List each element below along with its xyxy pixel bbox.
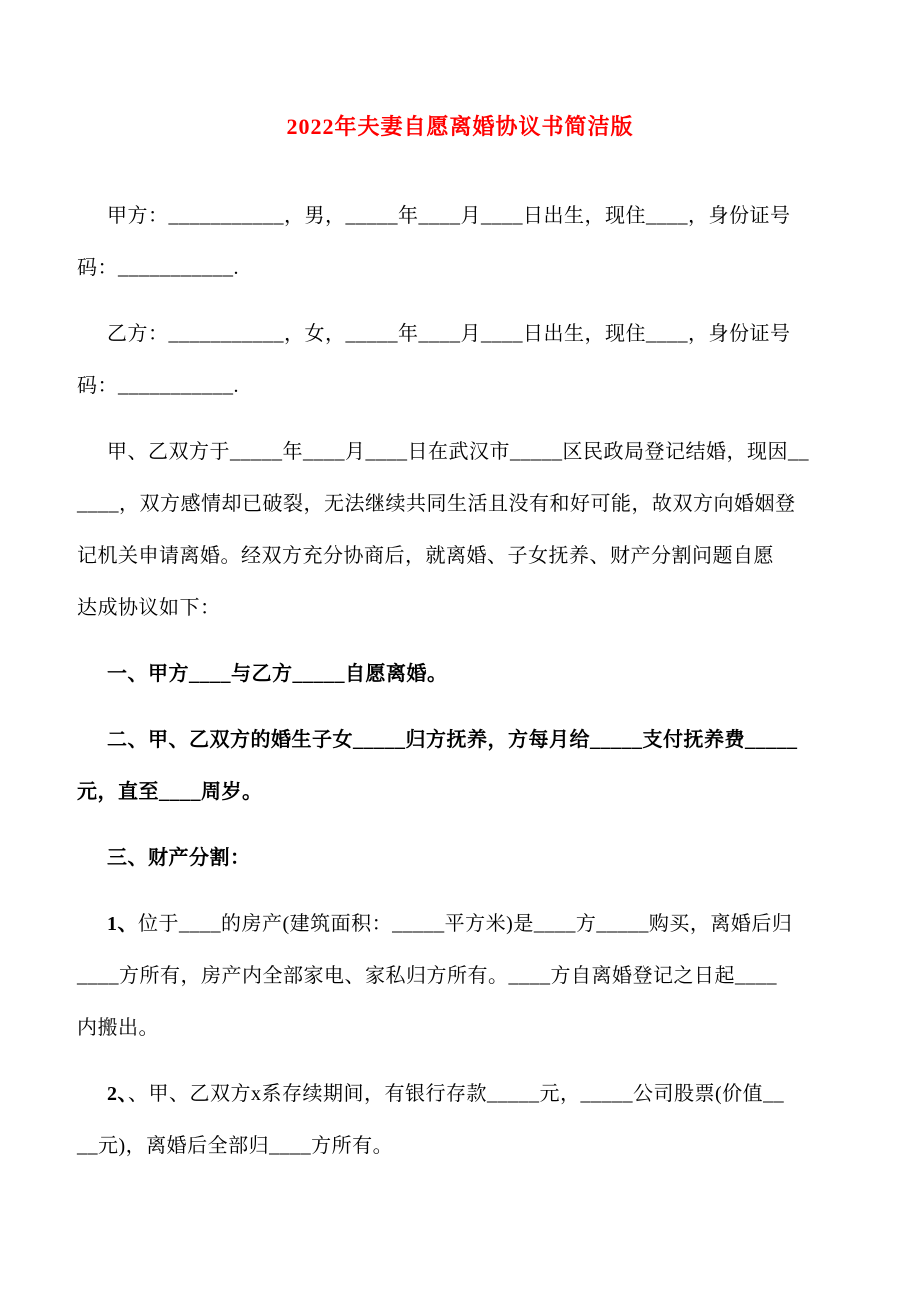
paragraph-party-b [77,308,870,412]
text-line: 乙方：___________，女，_____年____月____日出生，现住____，身份证号 [107,323,791,345]
item-text: 位于____的房产(建筑面积：_____平方米)是____方_____购买，离婚后归 [138,913,793,935]
document-title: 2022年夫妻自愿离婚协议书简洁版 [286,114,634,139]
document-body [0,190,920,1172]
text-line [77,1068,870,1120]
text-line: 码：___________. [77,375,239,397]
text-line: 甲、乙双方于_____年____月____日在武汉市_____区民政局登记结婚，现因__ [107,441,809,463]
item-number: 1、 [107,913,138,935]
text-line: 元，直至____周岁。 [77,781,263,803]
paragraph-party-a [77,190,870,294]
paragraph-property-item-1 [77,898,870,1054]
paragraph-clause-two [77,714,870,818]
paragraph-clause-three-heading [77,832,870,884]
text-line: __元)，离婚后全部归____方所有。 [77,1135,394,1157]
text-line [77,898,870,950]
text-line: 二、甲、乙双方的婚生子女_____归方抚养，方每月给_____支付抚养费_____ [107,729,798,751]
text-line: 内搬出。 [77,1017,159,1039]
text-line: 三、财产分割： [107,847,251,869]
text-line: 甲方：___________，男，_____年____月____日出生，现住____，身份证号 [107,205,791,227]
text-line: 一、甲方____与乙方_____自愿离婚。 [107,663,448,685]
paragraph-clause-one [77,648,870,700]
item-number: 2、 [107,1083,128,1105]
text-line: 达成协议如下： [77,597,221,619]
item-text: 、甲、乙双方x系存续期间，有银行存款_____元，_____公司股票(价值__ [128,1083,785,1105]
text-line: ____方所有，房产内全部家电、家私归方所有。____方自离婚登记之日起____ [77,965,777,987]
paragraph-preamble [77,426,870,634]
text-line: 码：___________. [77,257,239,279]
text-line: ____，双方感情却已破裂，无法继续共同生活且没有和好可能，故双方向婚姻登 [77,493,796,515]
text-line: 记机关申请离婚。经双方充分协商后，就离婚、子女抚养、财产分割问题自愿 [77,545,774,567]
paragraph-property-item-2 [77,1068,870,1172]
